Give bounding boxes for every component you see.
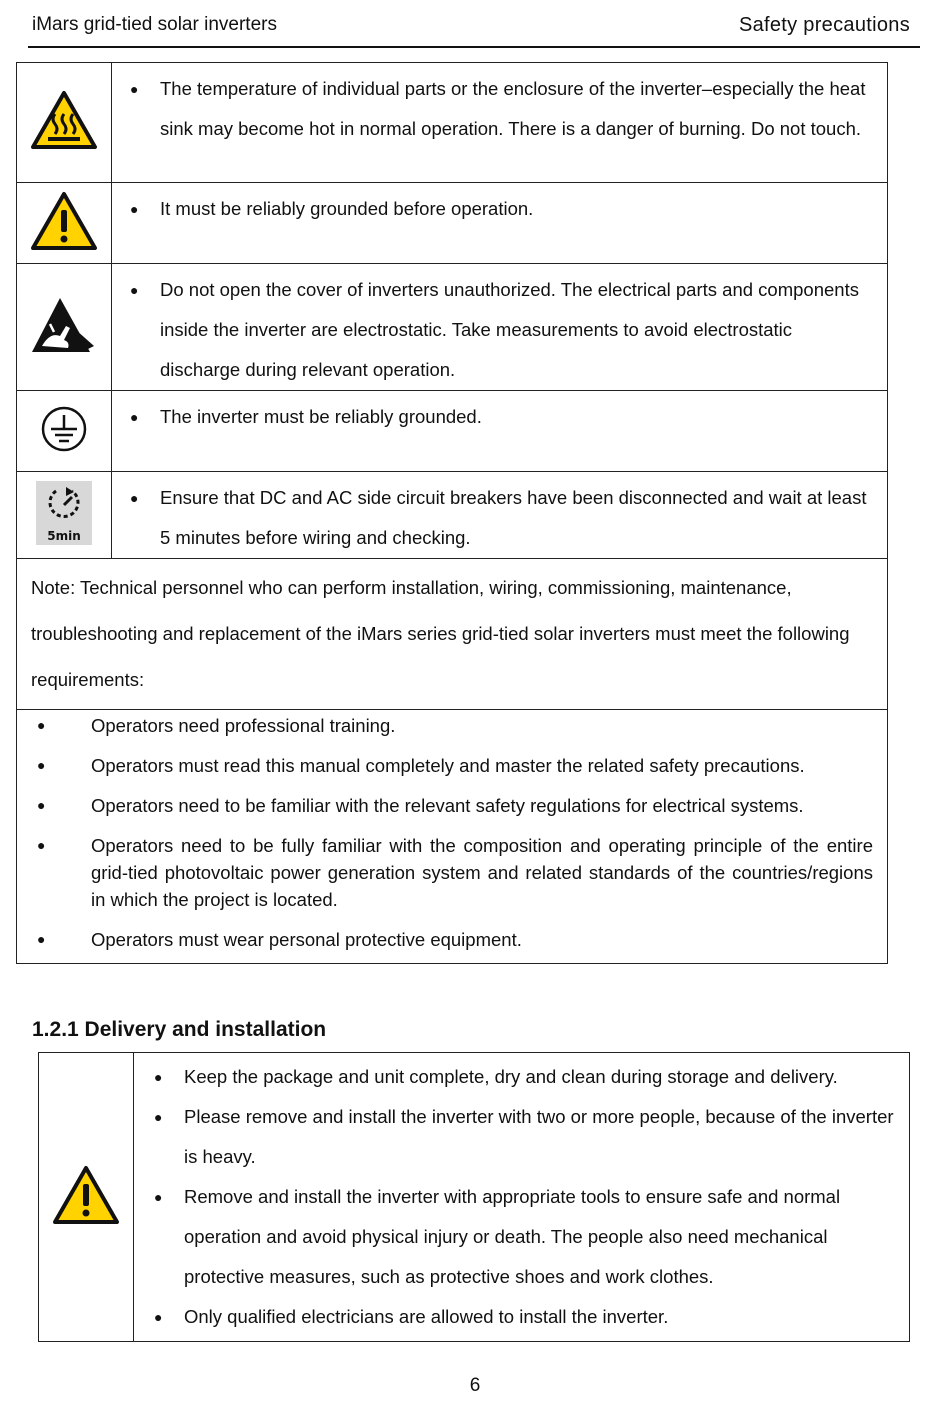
bullet-text: Remove and install the inverter with appropriate tools to ensure safe and normal operation and avoid physical injury or death. The people also need mechanical protective measures, such as protective shoes and work clothes. [184,1186,841,1287]
bullet-dot: ● [130,81,139,97]
section-heading: 1.2.1 Delivery and installation [32,1018,327,1041]
requirement-text: Operators need to be fully familiar with the composition and operating principle of the entire grid-tied photovoltaic power generation system and related standards of the countries/regions in which the project is located. [91,835,873,910]
delivery-installation-table [38,1052,910,1342]
safety-row [17,264,888,391]
bullet-item [122,478,877,558]
safety-row [17,63,888,183]
bullet-dot: ● [154,1109,163,1125]
bullet-item [122,397,877,437]
bullet-text: Only qualified electricians are allowed to install the inverter. [184,1306,669,1327]
bullet-item [146,1177,899,1297]
page-number: 6 [469,1375,481,1396]
bullet-text: The inverter must be reliably grounded. [160,406,482,427]
general-warning-icon [52,1208,120,1229]
bullet-text: Do not open the cover of inverters unauthorized. The electrical parts and components inside the inverter are electrostatic. Take measurements to avoid electrostatic discharge during relevant operation. [160,279,859,380]
electrostatic-warning-icon [30,339,98,360]
text-cell [112,472,888,559]
text-cell [112,264,888,391]
safety-row [17,183,888,264]
delivery-row [39,1053,910,1342]
text-cell [112,63,888,183]
bullet-item [122,270,877,390]
bullet-dot: ● [37,717,46,733]
text-cell [112,391,888,472]
bullet-text: It must be reliably grounded before operation. [160,198,534,219]
bullet-dot: ● [37,757,46,773]
requirements-row [17,710,888,964]
requirement-text: Operators must wear personal protective equipment. [91,929,522,950]
icon-cell [17,183,112,264]
ground-symbol-icon [37,436,91,457]
requirement-item [31,712,873,739]
wait-5min-icon [36,481,92,545]
header-product-title: iMars grid-tied solar inverters [32,14,277,35]
bullet-dot: ● [130,201,139,217]
bullet-dot: ● [37,931,46,947]
bullet-text: The temperature of individual parts or the enclosure of the inverter–especially the heat sink may become hot in normal operation. There is a danger of burning. Do not touch. [160,78,866,139]
requirement-item [31,752,873,779]
bullet-dot: ● [130,490,139,506]
bullet-dot: ● [130,282,139,298]
requirement-item [31,792,873,819]
bullet-dot: ● [37,837,46,853]
bullet-dot: ● [154,1309,163,1325]
bullet-item [122,189,877,229]
safety-row [17,472,888,559]
bullet-item [146,1097,899,1177]
bullet-item [122,69,877,149]
bullet-dot: ● [154,1189,163,1205]
text-cell [112,183,888,264]
page-header [28,12,920,48]
bullet-dot: ● [154,1069,163,1085]
bullet-dot: ● [130,409,139,425]
bullet-item [146,1297,899,1337]
icon-cell [39,1053,134,1342]
safety-row [17,391,888,472]
header-section-title: Safety precautions [738,14,910,36]
icon-cell [17,264,112,391]
bullet-text: Please remove and install the inverter with two or more people, because of the inverter is heavy. [184,1106,894,1167]
requirement-text: Operators must read this manual completely and master the related safety precautions. [91,755,805,776]
icon-cell [17,472,112,559]
wait-time-label: 5min [47,528,81,543]
requirement-item [31,926,873,953]
icon-cell [17,391,112,472]
requirement-text: Operators need professional training. [91,715,396,736]
bullet-text: Ensure that DC and AC side circuit breakers have been disconnected and wait at least 5 minutes before wiring and checking. [160,487,867,548]
requirement-text: Operators need to be familiar with the relevant safety regulations for electrical systems. [91,795,804,816]
hot-surface-warning-icon [30,133,98,154]
requirement-item [31,832,873,913]
text-cell [134,1053,910,1342]
general-warning-icon [30,234,98,255]
bullet-dot: ● [37,797,46,813]
safety-precautions-table [16,62,888,964]
requirements-cell [17,710,888,964]
icon-cell [17,63,112,183]
note-row [17,559,888,710]
note-text: Note: Technical personnel who can perform installation, wiring, commissioning, maintenance, troubleshooting and replacement of the iMars series grid-tied solar inverters must meet the following requirements: [17,559,888,710]
bullet-text: Keep the package and unit complete, dry and clean during storage and delivery. [184,1066,838,1087]
bullet-item [146,1057,899,1097]
